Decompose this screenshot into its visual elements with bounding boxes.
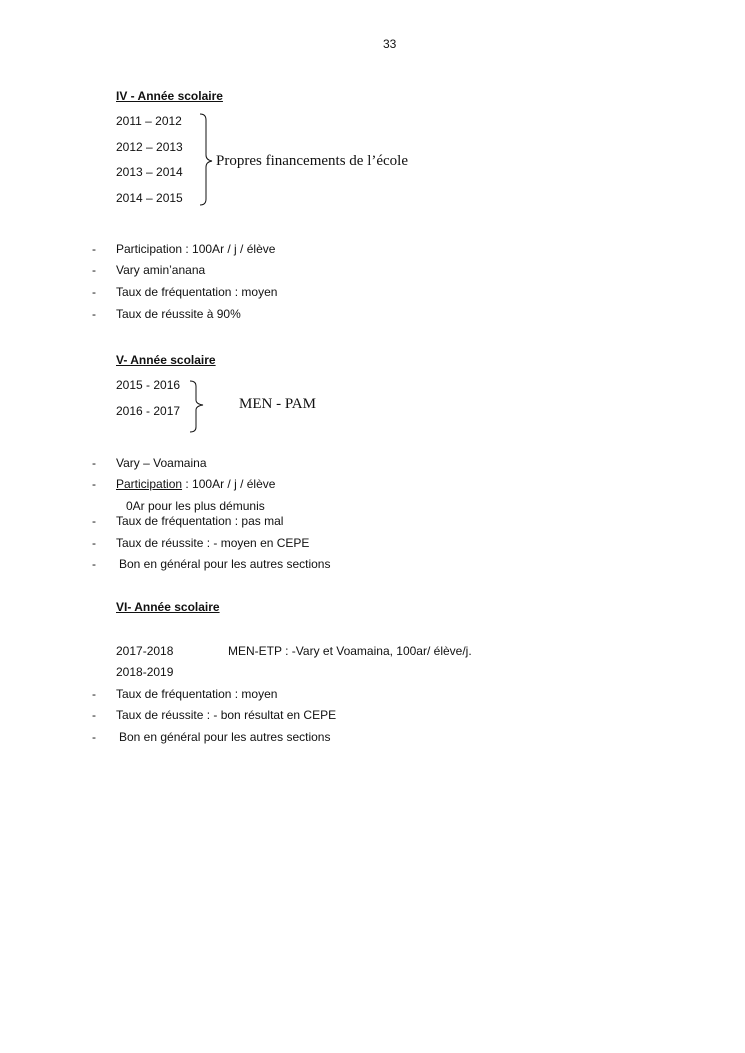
bullet-dash: - <box>92 557 96 571</box>
brace-section4 <box>200 114 212 205</box>
section6-funding: MEN-ETP : -Vary et Voamaina, 100ar/ élève/j. <box>228 644 472 658</box>
list-item: Taux de fréquentation : moyen <box>116 687 278 701</box>
list-item: Taux de réussite : - moyen en CEPE <box>116 536 310 550</box>
list-item: Participation : 100Ar / j / élève <box>116 242 276 256</box>
section6-title: VI- Année scolaire <box>116 600 220 614</box>
bullet-dash: - <box>92 730 96 744</box>
section4-title: IV - Année scolaire <box>116 89 223 103</box>
year-item: 2017-2018 <box>116 644 174 658</box>
section5-title: V- Année scolaire <box>116 353 216 367</box>
bullet-dash: - <box>92 307 96 321</box>
bullet-dash: - <box>92 242 96 256</box>
brace-section5 <box>190 381 203 432</box>
year-item: 2018-2019 <box>116 665 174 679</box>
list-item: Bon en général pour les autres sections <box>119 557 331 571</box>
year-item: 2013 – 2014 <box>116 165 183 179</box>
year-item: 2016 - 2017 <box>116 404 181 418</box>
list-item: Taux de fréquentation : moyen <box>116 285 278 299</box>
list-item: Taux de fréquentation : pas mal <box>116 514 284 528</box>
bullet-dash: - <box>92 687 96 701</box>
section4-funding: Propres financements de l’école <box>216 153 409 169</box>
bullet-dash: - <box>92 708 96 722</box>
year-item: 2015 - 2016 <box>116 378 181 392</box>
bullet-dash: - <box>92 514 96 528</box>
participation-note: 0Ar pour les plus démunis <box>126 499 265 513</box>
list-item: Bon en général pour les autres sections <box>119 730 331 744</box>
list-item: Vary amin’anana <box>116 263 206 277</box>
bullet-dash: - <box>92 477 96 491</box>
list-item <box>116 477 275 491</box>
year-item: 2011 – 2012 <box>116 114 182 128</box>
bullet-dash: - <box>92 536 96 550</box>
bullet-dash: - <box>92 456 96 470</box>
year-item: 2012 – 2013 <box>116 140 183 154</box>
participation-value: : 100Ar / j / élève <box>182 477 276 491</box>
bullet-dash: - <box>92 285 96 299</box>
bullet-dash: - <box>92 263 96 277</box>
list-item: Vary – Voamaina <box>116 456 207 470</box>
participation-label: Participation <box>116 477 183 491</box>
section5-funding: MEN - PAM <box>239 396 316 412</box>
year-item: 2014 – 2015 <box>116 191 183 205</box>
list-item: Taux de réussite à 90% <box>116 307 241 321</box>
list-item: Taux de réussite : - bon résultat en CEPE <box>116 708 337 722</box>
page-number: 33 <box>383 37 397 51</box>
